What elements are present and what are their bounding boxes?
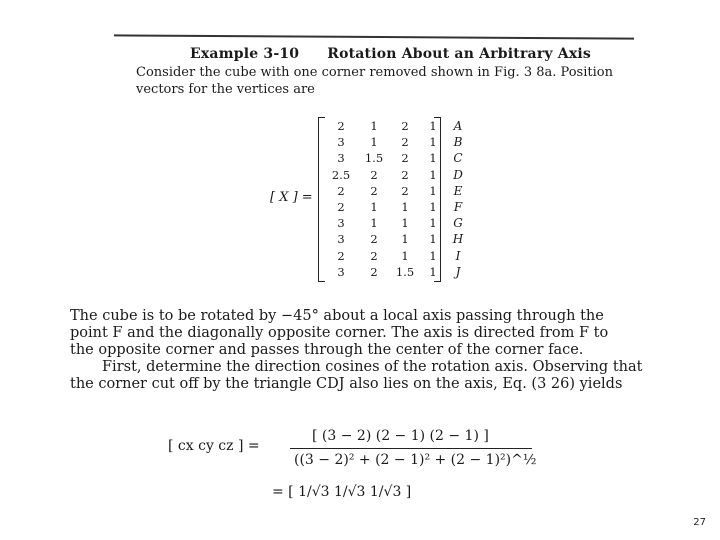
vertex-label: A (453, 119, 463, 133)
vertex-label: D (453, 167, 463, 182)
matrix-row (324, 264, 470, 280)
matrix-row (324, 215, 470, 231)
matrix-cell: 2.5 (331, 167, 351, 182)
paragraph-line: First, determine the direction cosines of the rotation axis. Observing that (102, 359, 643, 375)
matrix-cell: 1 (370, 135, 378, 150)
matrix-cell: 2 (337, 119, 345, 133)
vertex-label: C (453, 151, 463, 166)
intro-text (136, 64, 616, 98)
matrix-cell: 3 (337, 216, 345, 231)
vertex-label: J (455, 264, 461, 279)
matrix-row (324, 248, 470, 264)
fraction-bar (290, 448, 532, 449)
matrix-cell: 2 (337, 248, 345, 263)
paragraph-line: the corner cut off by the triangle CDJ also lies on the axis, Eq. (3 26) yields (70, 376, 623, 392)
matrix-cell: 1 (429, 151, 437, 166)
matrix-cell: 2 (401, 119, 409, 133)
vertex-label: G (453, 216, 463, 231)
equation-numerator: [ (3 − 2) (2 − 1) (2 − 1) ] (312, 428, 489, 444)
paragraph-line: The cube is to be rotated by −45° about a local axis passing through the (70, 308, 604, 324)
body-paragraph (70, 308, 650, 393)
matrix-cell: 2 (370, 248, 378, 263)
equation-result: = [ 1/√3 1/√3 1/√3 ] (272, 484, 412, 500)
matrix-row (324, 134, 470, 150)
matrix-cell: 1 (401, 216, 409, 231)
vertex-label: H (452, 232, 464, 247)
matrix-row (324, 118, 470, 134)
matrix-cell: 1 (370, 216, 378, 231)
matrix-cell: 2 (401, 183, 409, 198)
matrix-cell: 1.5 (395, 264, 415, 279)
matrix-row (324, 231, 470, 247)
matrix-cell: 2 (337, 183, 345, 198)
equation-lhs: [ cx cy cz ] = (168, 438, 260, 454)
matrix-cell: 1 (429, 119, 437, 133)
paragraph-line: the opposite corner and passes through the center of the corner face. (70, 342, 584, 358)
matrix-cell: 2 (401, 135, 409, 150)
matrix-row (324, 199, 470, 215)
matrix-cell: 2 (401, 151, 409, 166)
equation-denominator: ((3 − 2)² + (2 − 1)² + (2 − 1)²)^½ (294, 452, 537, 468)
matrix-cell: 1 (429, 183, 437, 198)
matrix-cell: 1 (429, 167, 437, 182)
example-title: Rotation About an Arbitrary Axis (327, 46, 592, 62)
matrix-cell: 2 (370, 232, 378, 247)
example-heading (190, 46, 591, 62)
matrix-cell: 1.5 (364, 151, 384, 166)
matrix-cell: 1 (429, 232, 437, 247)
matrix-cell: 3 (337, 264, 345, 279)
matrix-cell: 1 (429, 264, 437, 279)
matrix-row (324, 167, 470, 183)
example-label: Example 3-10 (190, 46, 300, 62)
matrix-cell: 1 (370, 200, 378, 215)
matrix-cell: 2 (337, 200, 345, 215)
matrix-cell: 3 (337, 232, 345, 247)
header-rule (114, 34, 634, 39)
paragraph-line: point F and the diagonally opposite corner. The axis is directed from F to (70, 325, 609, 341)
matrix-row (324, 150, 470, 166)
matrix-cell: 1 (370, 119, 378, 133)
page-number: 27 (693, 517, 706, 528)
matrix-cell: 1 (429, 248, 437, 263)
vertex-label: I (455, 248, 461, 263)
matrix-cell: 1 (401, 200, 409, 215)
vertex-matrix (324, 118, 470, 280)
matrix-cell: 3 (337, 151, 345, 166)
vertex-label: F (453, 200, 463, 215)
matrix-cell: 2 (370, 264, 378, 279)
matrix-cell: 1 (401, 232, 409, 247)
vertex-label: E (453, 183, 463, 198)
matrix-cell: 2 (370, 167, 378, 182)
matrix-cell: 1 (429, 216, 437, 231)
matrix-cell: 1 (429, 200, 437, 215)
vertex-label: B (453, 135, 463, 150)
intro-line: vectors for the vertices are (136, 82, 315, 97)
matrix-cell: 1 (401, 248, 409, 263)
matrix-label: [ X ] = (270, 190, 313, 205)
matrix-cell: 3 (337, 135, 345, 150)
matrix-row (324, 183, 470, 199)
matrix-cell: 1 (429, 135, 437, 150)
matrix-cell: 2 (401, 167, 409, 182)
matrix-cell: 2 (370, 183, 378, 198)
intro-line: Consider the cube with one corner removed shown in Fig. 3 8a. Position (136, 65, 613, 80)
